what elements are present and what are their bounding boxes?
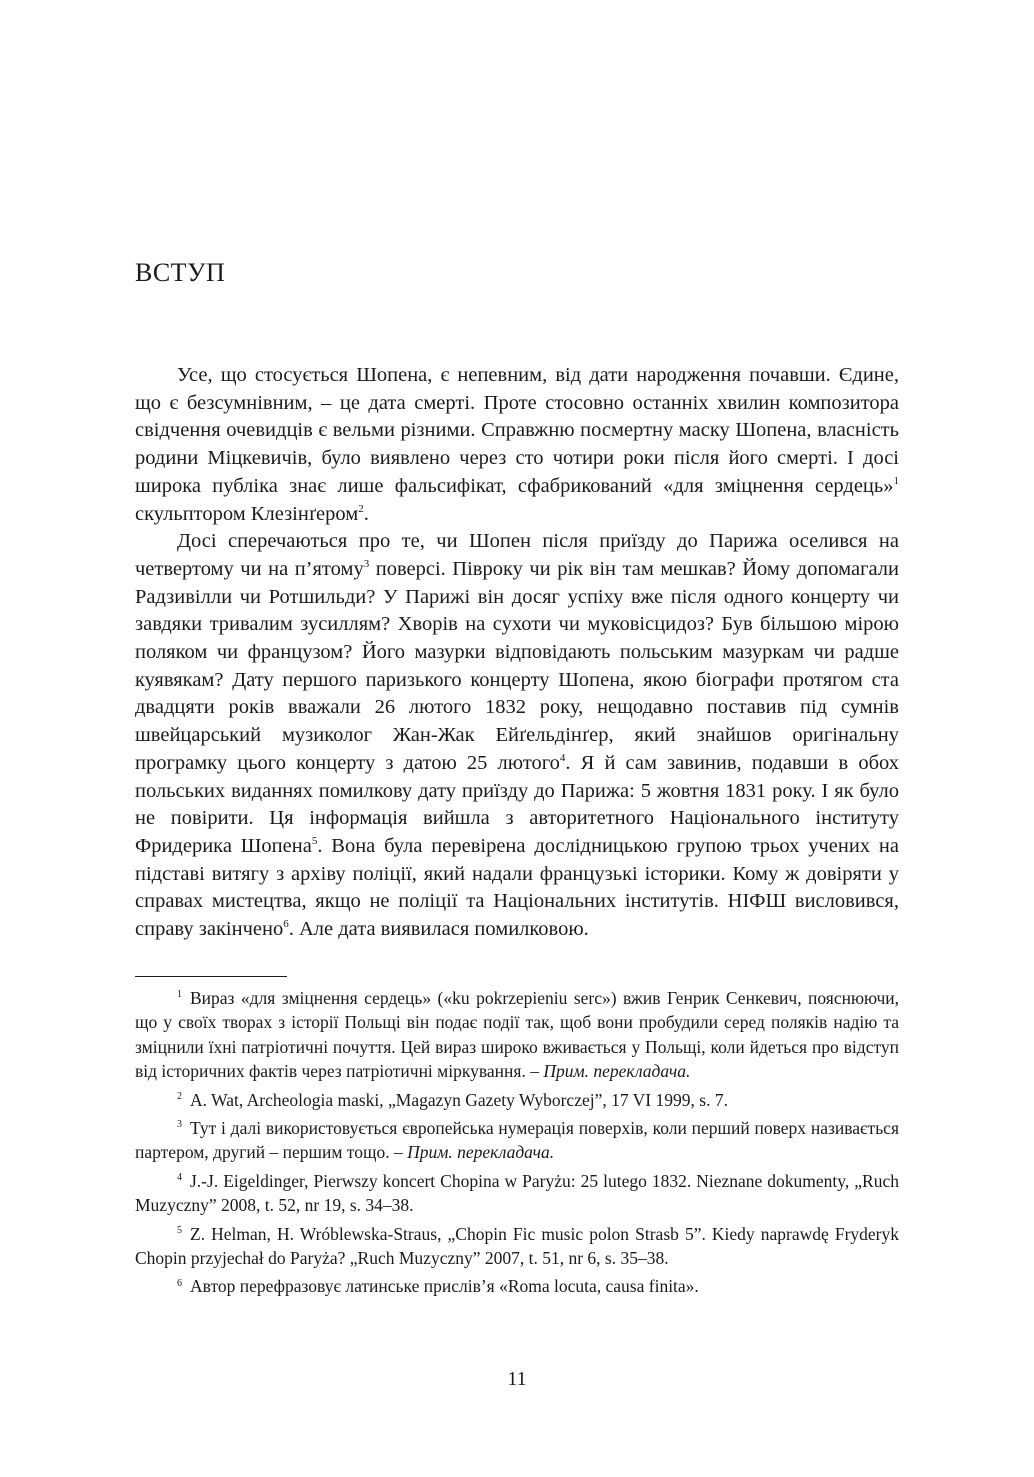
text-run: Усе, що стосується Шопена, є непевним, від дати народження почавши. Єдине, що є безсумнівним, – це дата смерті. Проте стосовно останніх хвилин композитора свідчення очевидців є вельми різними. Справжню посмертну маску Шопена, власність родини Міцкевичів, було виявлено через сто чотири роки після його смерті. І досі широка публіка знає лише фальсифікат, сфабрикований «для зміцнення сердець»	[135, 364, 899, 497]
footnote-text: Z. Helman, H. Wróblewska-Straus, „Chopin Fic music polon Strasb 5”. Kiedy naprawdę Fryderyk Chopin przyjechał do Paryża? „Ruch Muzyczny” 2007, t. 51, nr 6, s. 35–38.	[135, 1223, 899, 1269]
footnote-3	[135, 1116, 899, 1165]
text-run: . Вона була перевірена дослідницькою групою трьох учених на підставі витягу з архіву поліції, який надали французькі історики. Кому ж довіряти у справах мистецтва, якщо не поліції та Національних інститутів. НІФШ висловився, справу закінчено	[135, 834, 899, 941]
text-run: Досі сперечаються про те, чи Шопен після приїзду до Парижа оселився на четвертому чи на п’ятому	[135, 530, 899, 580]
footnote-number: 2	[177, 1090, 182, 1102]
footnote-ref-6: 6	[283, 918, 289, 931]
paragraph-1	[135, 362, 899, 528]
text-run: .	[363, 502, 369, 525]
footnote-text: Вираз «для зміцнення сердець» («ku pokrzepieniu serc») вжив Генрик Сенкевич, пояснюючи, що у своїх творах з історії Польщі він подає події так, щоб вони пробудили серед поляків надію та зміцнили їхні патріотичні почуття. Цей вираз широко вживається у Польщі, коли йдеться про відступ від історичних фактів через патріотичні міркування. –	[135, 988, 899, 1082]
footnote-separator	[135, 976, 287, 977]
footnote-1	[135, 986, 899, 1084]
text-run: поверсі. Півроку чи рік він там мешкав? Йому допомагали Радзивілли чи Ротшильди? У Парижі він досяг успіху вже після одного концерту чи завдяки тривалим зусиллям? Хворів на сухоти чи муковісцидоз? Був більшою мірою поляком чи французом? Його мазурки відповідають польським мазуркам чи радше куявякам? Дату першого паризького концерту Шопена, якою біографи протягом ста двадцяти років вважали 26 лютого 1832 року, нещодавно поставив під сумнів швейцарський музиколог Жан-Жак Ейґельдінґер, який знайшов оригінальну програмку цього концерту з датою 25 лютого	[135, 557, 899, 774]
chapter-heading: ВСТУП	[135, 258, 226, 287]
footnotes	[135, 986, 899, 1303]
page-number: 11	[507, 1368, 527, 1390]
text-run: . Я й сам завинив, подавши в обох польських виданнях помилкову дату приїзду до Парижа: 5 жовтня 1831 року. І як було не повірити. Ця інформація вийшла з авторитетного Національного інституту Фридерика Шопена	[135, 751, 899, 857]
footnote-italic: Прим. перекладача.	[543, 1061, 691, 1082]
footnote-text: Автор перефразовує латинське прислів’я «Roma locuta, causa finita».	[190, 1276, 699, 1297]
footnote-number: 3	[177, 1119, 182, 1131]
footnote-ref-3: 3	[363, 558, 370, 571]
footnote-text: J.-J. Eigeldinger, Pierwszy koncert Chopina w Paryżu: 25 lutego 1832. Nieznane dokumenty, „Ruch Muzyczny” 2008, t. 52, nr 19, s. 34–38.	[135, 1170, 899, 1216]
paragraph-2	[135, 528, 899, 944]
text-run: скульптором Клезінґером	[135, 502, 359, 525]
footnote-number: 5	[177, 1224, 182, 1236]
footnote-ref-5: 5	[311, 835, 318, 848]
footnote-number: 1	[177, 989, 182, 1001]
footnote-text: Тут і далі використовується європейська нумерація поверхів, коли перший поверх називається партером, другий – першим тощо. –	[135, 1118, 899, 1163]
footnote-ref-1: 1	[893, 474, 899, 487]
footnote-italic: Прим. перекладача.	[407, 1142, 555, 1163]
footnote-4	[135, 1169, 899, 1218]
footnote-text: A. Wat, Archeologia maski, „Magazyn Gazety Wyborczej”, 17 VI 1999, s. 7.	[190, 1089, 728, 1110]
footnote-2	[135, 1088, 899, 1112]
body-text	[135, 362, 899, 944]
footnote-5	[135, 1222, 899, 1271]
footnote-ref-2: 2	[358, 502, 364, 515]
footnote-ref-4: 4	[559, 752, 566, 765]
footnote-6	[135, 1274, 899, 1298]
footnote-number: 6	[177, 1277, 182, 1289]
text-run: . Але дата виявилася помилковою.	[288, 918, 589, 941]
footnote-number: 4	[177, 1172, 182, 1184]
